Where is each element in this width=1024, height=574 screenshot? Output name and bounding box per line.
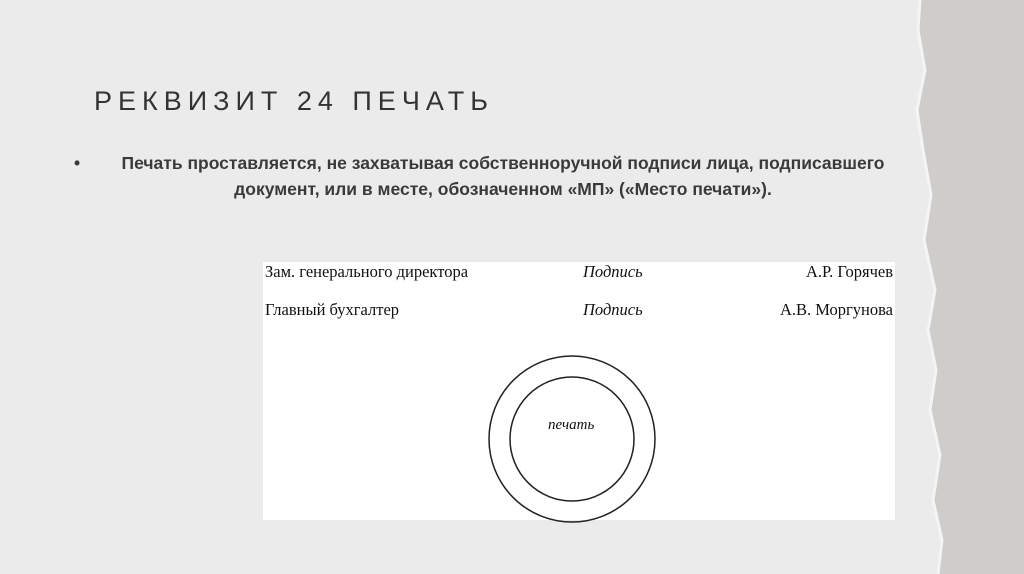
bullet-text: Печать проставляется, не захватывая собственноручной подписи лица, подписавшего документ, или в месте, обозначенном «МП» («Место печати»).: [121, 153, 885, 199]
bullet-icon: •: [74, 153, 81, 173]
signature-label: Подпись: [583, 300, 643, 319]
signer-name: А.Р. Горячев: [806, 262, 893, 281]
seal-label: печать: [548, 417, 595, 433]
signer-name: А.В. Моргунова: [779, 300, 893, 319]
signature-row: [263, 300, 895, 324]
signature-seal-example: [263, 262, 895, 520]
slide-title: РЕКВИЗИТ 24 ПЕЧАТЬ: [94, 86, 494, 116]
position-label: Главный бухгалтер: [265, 300, 400, 319]
signature-label: Подпись: [583, 262, 643, 281]
position-label: Зам. генерального директора: [265, 262, 469, 281]
bullet-item: [74, 150, 914, 202]
seal-circle-icon: [487, 354, 657, 524]
signature-row: [263, 262, 895, 286]
